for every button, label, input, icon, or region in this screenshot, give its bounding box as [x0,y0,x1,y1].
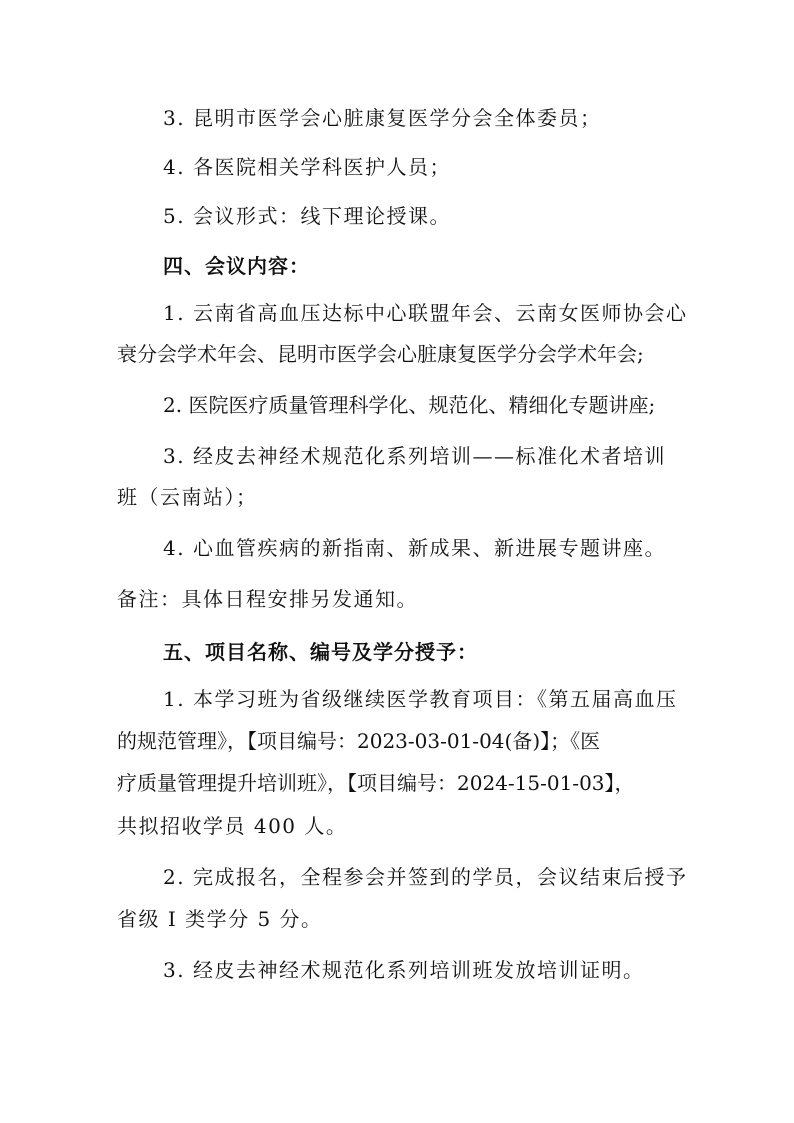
project-item-2-line-2: 省级 I 类学分 5 分。 [117,907,323,931]
content-item-1-line-1: 1. 云南省高血压达标中心联盟年会、云南女医师协会心 [163,301,688,325]
content-item-2: 2. 医院医疗质量管理科学化、规范化、精细化专题讲座; [163,393,656,417]
list-item-medical-staff: 4. 各医院相关学科医护人员； [163,155,451,179]
project-item-1-line-3: 疗质量管理提升培训班》，【项目编号：2024-15-01-03】， [117,771,635,795]
project-item-3: 3. 经皮去神经术规范化系列培训班发放培训证明。 [163,958,645,982]
section-heading-project-credits: 五、项目名称、编号及学分授予： [163,640,478,664]
list-item-committee-members: 3. 昆明市医学会心脏康复医学分会全体委员； [163,106,602,130]
content-item-3-line-1: 3. 经皮去神经术规范化系列培训——标准化术者培训 [163,444,666,468]
remark-note: 备注：具体日程安排另发通知。 [117,587,418,611]
content-item-3-line-2: 班（云南站）； [117,485,258,509]
section-heading-meeting-content: 四、会议内容： [163,254,310,278]
content-item-1-line-2: 衰分会学术年会、昆明市医学会心脏康复医学分会学术年会; [117,342,644,366]
project-item-1-line-2: 的规范管理》，【项目编号：2023-03-01-04(备)】；《医 [117,729,601,753]
project-item-1-line-4: 共拟招收学员 400 人。 [117,814,348,838]
project-item-1-line-1: 1. 本学习班为省级继续医学教育项目：《第五届高血压 [163,687,678,711]
content-item-4: 4. 心血管疾病的新指南、新成果、新进展专题讲座。 [163,536,666,560]
project-item-2-line-1: 2. 完成报名，全程参会并签到的学员，会议结束后授予 [163,865,688,889]
list-item-meeting-format: 5. 会议形式：线下理论授课。 [163,204,451,228]
